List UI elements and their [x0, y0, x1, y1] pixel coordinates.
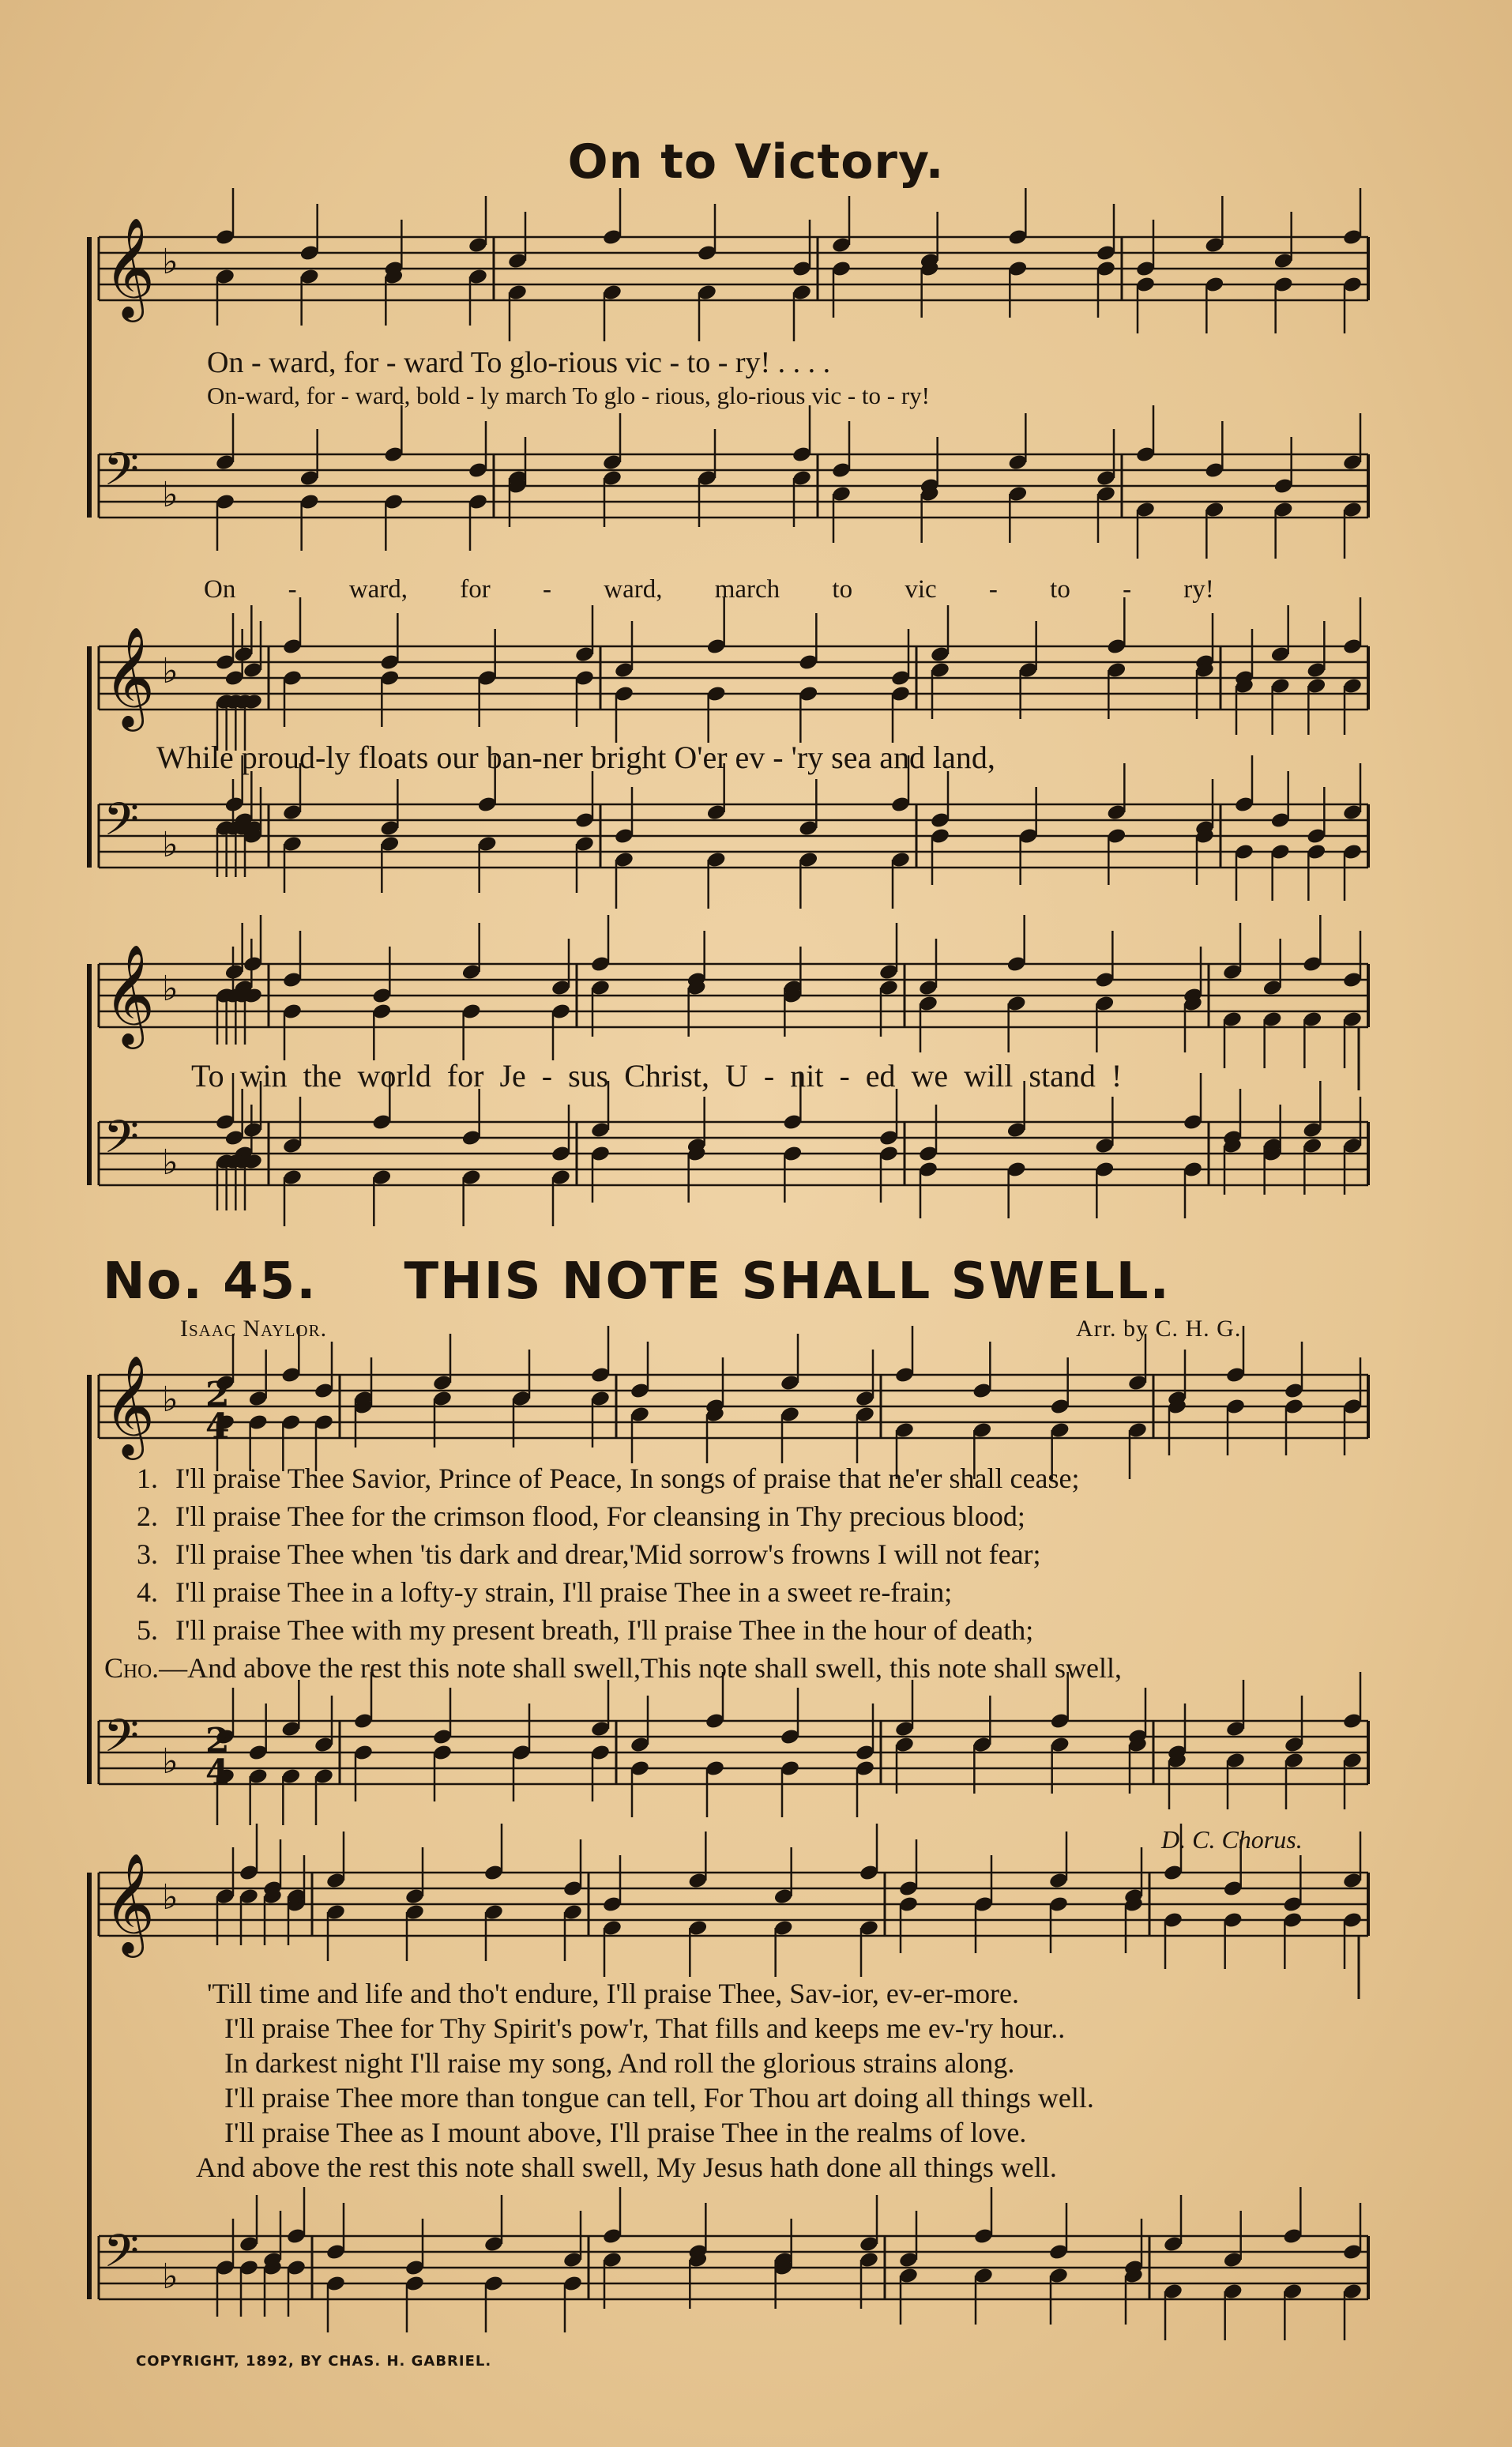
time-signature-bottom: 4 — [205, 1752, 230, 1793]
flat-sign: ♭ — [162, 1877, 179, 1918]
flat-sign: ♭ — [162, 1143, 179, 1183]
verse-line: 2. I'll praise Thee for the crimson flood, For cleansing in Thy precious blood; — [137, 1500, 1025, 1532]
hymn-title: THIS NOTE SHALL SWELL. — [404, 1252, 1171, 1311]
treble-clef: 𝄞 — [103, 943, 156, 1045]
lyric-line: While proud-ly floats our ban-ner bright O'er ev - 'ry sea and land, — [156, 740, 995, 775]
dc-chorus-marking: D. C. Chorus. — [1161, 1825, 1303, 1854]
chorus-label: Cho. — [104, 1652, 160, 1684]
treble-clef: 𝄞 — [103, 626, 156, 727]
hymn-number-title — [103, 1252, 1171, 1311]
lyric-line: To win the world for Je - sus Christ, U - nit - ed we will stand ! — [191, 1058, 1123, 1094]
flat-sign: ♭ — [162, 651, 179, 691]
hymn-number: No. 45. — [103, 1252, 318, 1311]
verse-line: And above the rest this note shall swell, My Jesus hath done all things well. — [196, 2151, 1057, 2183]
chorus-line: Cho.—And above the rest this note shall swell,This note shall swell, this note shall swell, — [104, 1652, 1122, 1684]
lyric-line-alt: On-ward, for - ward, bold - ly march To glo - rious, glo-rious vic - to - ry! — [207, 382, 930, 409]
bass-clef: 𝄢 — [103, 1709, 140, 1774]
flat-sign: ♭ — [162, 969, 179, 1009]
flat-sign: ♭ — [162, 1380, 179, 1420]
verse-line: 5. I'll praise Thee with my present breath, I'll praise Thee in the hour of death; — [137, 1614, 1034, 1646]
arranger-credit: Arr. by C. H. G. — [1076, 1316, 1242, 1342]
flat-sign: ♭ — [162, 475, 179, 515]
author-credit: Isaac Naylor. — [180, 1316, 328, 1342]
verse-line: 3. I'll praise Thee when 'tis dark and drear,'Mid sorrow's frowns I will not fear; — [137, 1538, 1041, 1570]
verse-line: In darkest night I'll raise my song, And roll the glorious strains along. — [224, 2047, 1015, 2079]
verse-line: 4. I'll praise Thee in a lofty-y strain, I'll praise Thee in a sweet re-frain; — [137, 1576, 953, 1608]
flat-sign: ♭ — [162, 1741, 179, 1782]
bass-clef: 𝄢 — [103, 2224, 140, 2289]
flat-sign: ♭ — [162, 2257, 179, 2297]
lyric-line: On - ward, for - ward To glo-rious vic - to - ry! . . . . — [207, 346, 831, 379]
lyric-line-bass: On - ward, for - ward, march to vic - to - ry! — [204, 575, 1214, 604]
treble-clef: 𝄞 — [103, 1354, 156, 1455]
verse-line: I'll praise Thee for Thy Spirit's pow'r, That fills and keeps me ev-'ry hour.. — [224, 2012, 1066, 2044]
bass-clef: 𝄢 — [103, 1110, 140, 1175]
bass-clef: 𝄢 — [103, 792, 140, 857]
verse-line: 'Till time and life and tho't endure, I'll praise Thee, Sav-ior, ev-er-more. — [207, 1978, 1020, 2009]
bass-clef: 𝄢 — [103, 442, 140, 507]
time-signature-bottom: 4 — [205, 1406, 230, 1447]
flat-sign: ♭ — [162, 825, 179, 865]
verse-line: I'll praise Thee more than tongue can tell, For Thou art doing all things well. — [224, 2082, 1094, 2114]
verse-line: I'll praise Thee as I mount above, I'll praise Thee in the realms of love. — [224, 2117, 1027, 2148]
flat-sign: ♭ — [162, 242, 179, 282]
treble-clef: 𝄞 — [103, 216, 156, 318]
verse-line: 1. I'll praise Thee Savior, Prince of Peace, In songs of praise that ne'er shall cease; — [137, 1463, 1080, 1494]
copyright-notice: COPYRIGHT, 1892, BY CHAS. H. GABRIEL. — [136, 2353, 492, 2370]
song-title: On to Victory. — [567, 134, 945, 190]
treble-clef: 𝄞 — [103, 1852, 156, 1953]
time-signature-top: 2 — [205, 1721, 230, 1761]
time-signature-top: 2 — [205, 1375, 230, 1415]
